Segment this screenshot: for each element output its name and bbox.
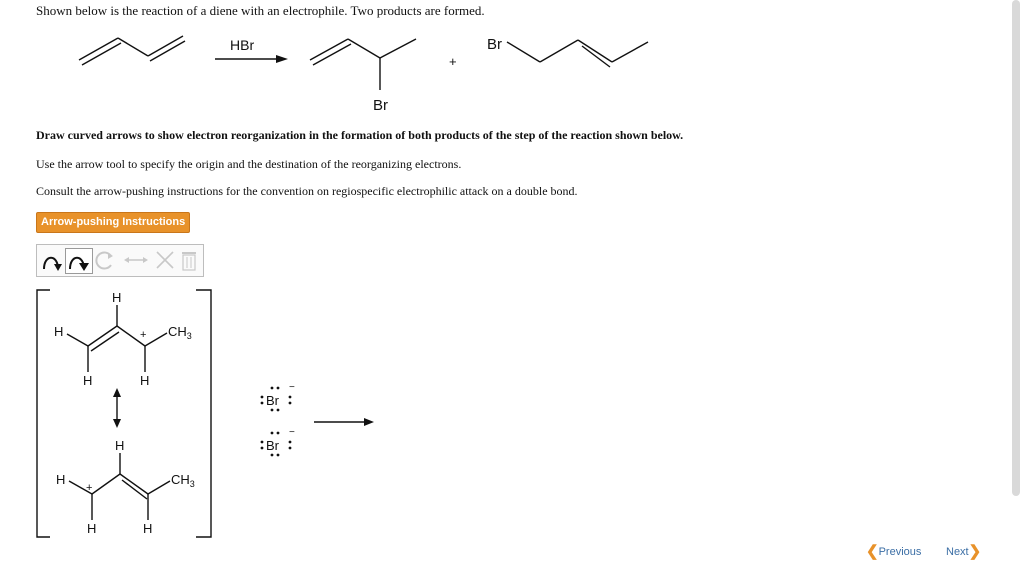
reaction-arrowhead — [276, 55, 288, 63]
svg-text:Br: Br — [266, 438, 279, 453]
bottom-methyl: $CH_3$ — [171, 472, 195, 489]
top-h-top: H — [112, 290, 122, 305]
product-1-structure — [310, 39, 416, 90]
bromide-ion-bottom — [261, 427, 295, 456]
chevron-right-icon: ❯ — [968, 543, 982, 560]
single-electron-arrow-icon[interactable] — [39, 248, 65, 272]
previous-label: Previous — [878, 546, 922, 558]
bottom-charge: + — [86, 482, 93, 494]
next-label: Next — [946, 546, 969, 558]
bottom-h-bottom-right: H — [143, 521, 153, 536]
instruction-line-1: Use the arrow tool to specify the origin and the destination of the reorganizing electrons. — [36, 157, 462, 171]
arrow-pushing-instructions-button[interactable]: Arrow-pushing Instructions — [36, 212, 190, 233]
bromide-top-charge: − — [289, 382, 295, 393]
allylic-cation-top — [67, 305, 167, 372]
diene-structure — [79, 36, 185, 65]
intro-text: Shown below is the reaction of a diene with an electrophile. Two products are formed. — [36, 3, 485, 18]
previous-button[interactable] — [866, 542, 921, 560]
resonance-bracket — [37, 290, 211, 537]
delete-icon[interactable] — [153, 248, 179, 272]
product-2-br: Br — [487, 36, 502, 53]
resonance-arrow — [113, 388, 121, 428]
svg-text:Br: Br — [266, 393, 279, 408]
arrow-toolbar — [36, 244, 204, 277]
bromide-ion-top — [261, 382, 295, 411]
step-arrowhead — [364, 418, 374, 426]
plus-sign: + — [449, 54, 457, 69]
equilibrium-icon[interactable] — [121, 248, 151, 272]
top-charge: + — [140, 329, 147, 341]
top-methyl: $CH_3$ — [168, 324, 192, 341]
next-button[interactable] — [946, 542, 981, 560]
instruction-line-2: Consult the arrow-pushing instructions for the convention on regiospecific electrophilic attack on a double bond. — [36, 184, 578, 198]
instruction-heading: Draw curved arrows to show electron reorganization in the formation of both products of the step of the reaction shown below. — [36, 128, 684, 142]
product-1-br: Br — [373, 97, 388, 114]
bottom-h-bottom-left: H — [87, 521, 97, 536]
reaction-scheme — [0, 0, 1024, 120]
bottom-h-top: H — [115, 438, 125, 453]
electron-pair-arrow-icon[interactable] — [65, 248, 93, 274]
top-h-bottom-right: H — [140, 373, 150, 388]
product-2-structure — [507, 40, 648, 67]
resonance-icon[interactable] — [93, 248, 119, 272]
reagent-label: HBr — [230, 37, 255, 53]
scrollbar[interactable] — [1012, 0, 1020, 496]
allylic-cation-bottom — [69, 453, 170, 520]
top-h-left: H — [54, 324, 64, 339]
bottom-h-left: H — [56, 472, 66, 487]
chevron-left-icon: ❮ — [866, 543, 879, 560]
bromide-bottom-charge: − — [289, 427, 295, 438]
top-h-bottom-left: H — [83, 373, 93, 388]
trash-icon[interactable] — [177, 248, 203, 272]
